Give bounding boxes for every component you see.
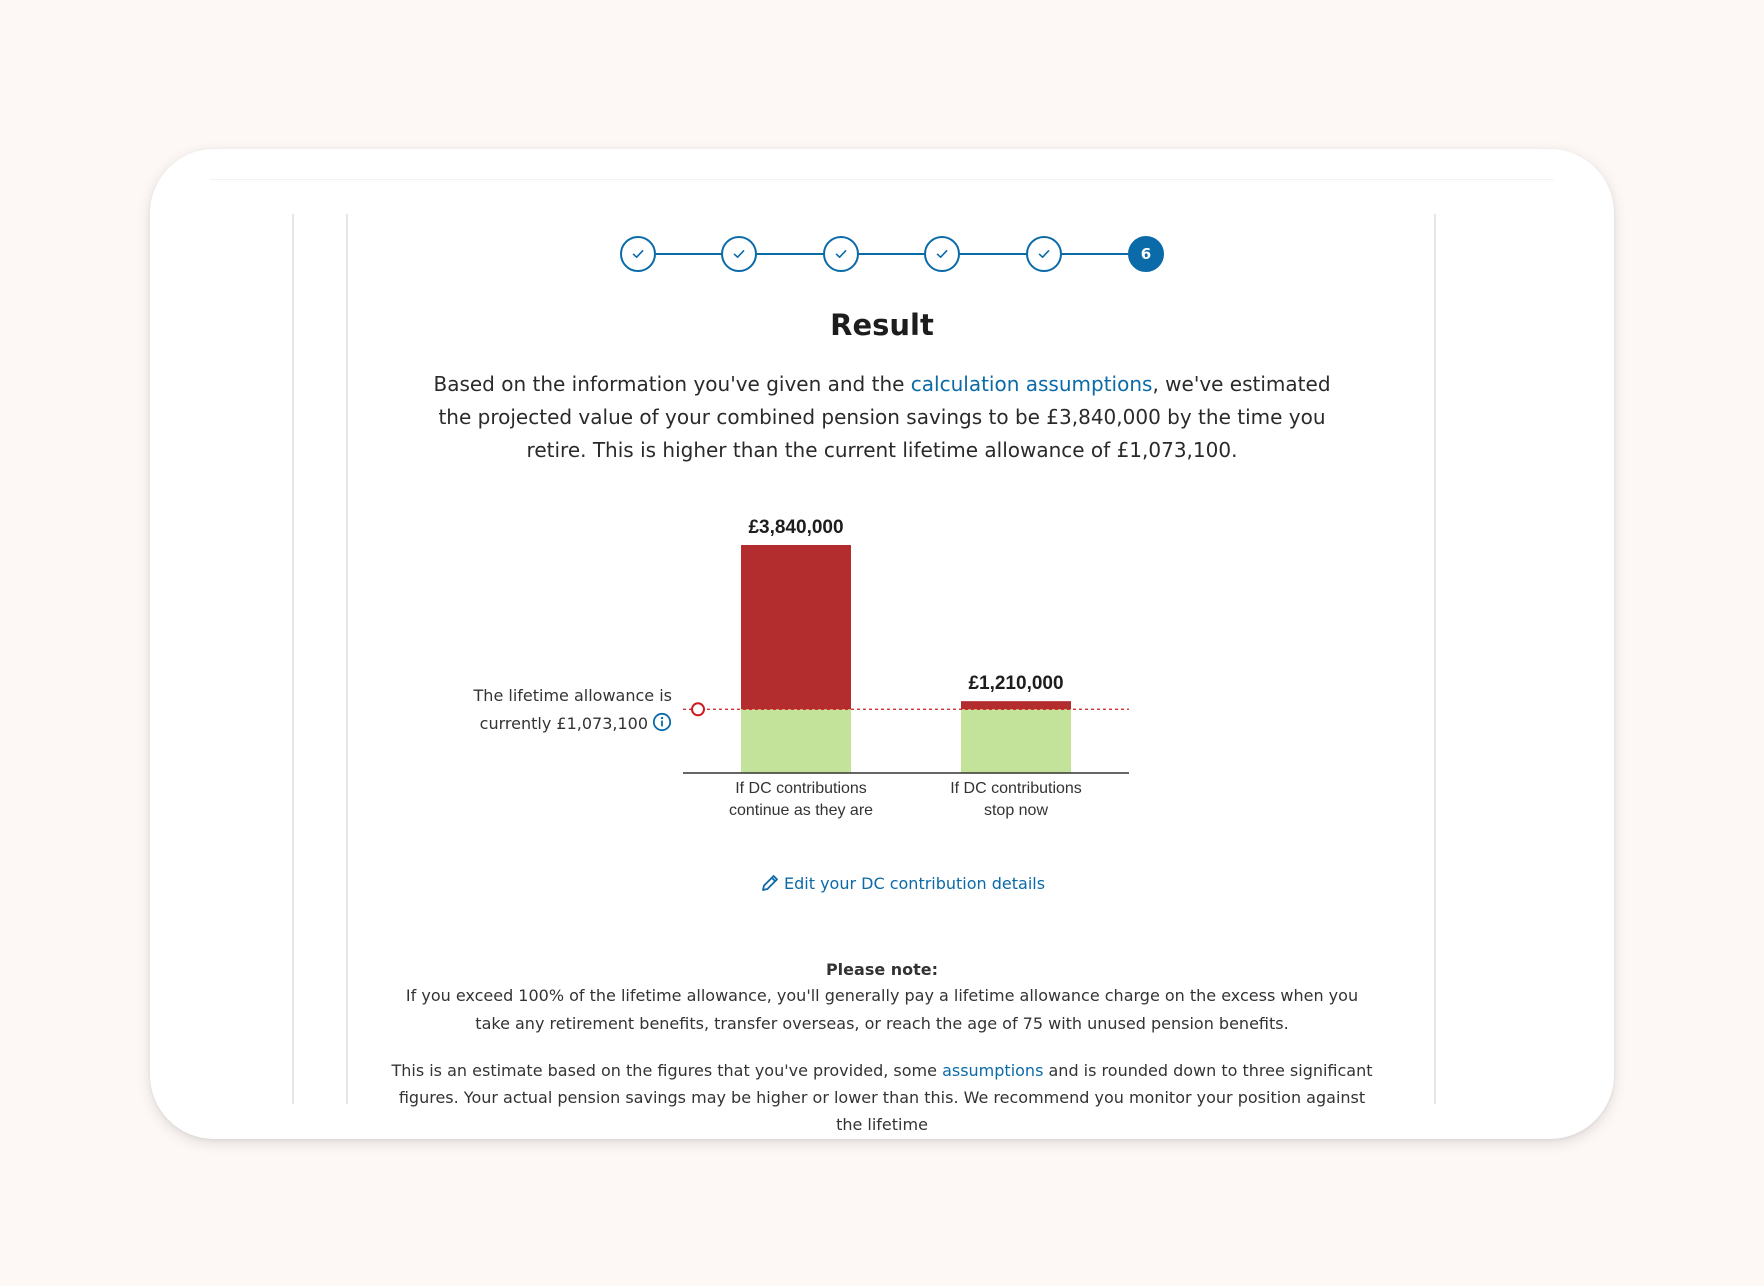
pencil-icon [760, 873, 780, 893]
note-paragraph-2 [390, 1057, 1374, 1138]
category-stop-line-1: If DC contributions [950, 780, 1082, 797]
step-6-current: 6 [1128, 236, 1164, 272]
edit-dc-contribution-label: Edit your DC contribution details [784, 873, 1046, 893]
bar-stop-above-allowance [961, 701, 1071, 709]
bar-stop-within-allowance [961, 709, 1071, 773]
note-paragraph-1: If you exceed 100% of the lifetime allowance, you'll generally pay a lifetime allowance charge on the excess when you take any retirement benefits, transfer overseas, or reach the age of 75 with unused pension benefits. [405, 986, 1359, 1033]
lifetime-allowance-label-line-2: currently £1,073,100 [479, 714, 648, 733]
note-title: Please note: [825, 960, 939, 979]
intro-text-start: Based on the information you've given and the [433, 372, 911, 396]
info-icon[interactable] [652, 712, 672, 732]
note-p2-start: This is an estimate based on the figures that you've provided, some [391, 1061, 943, 1080]
bar-continue-above-allowance [741, 545, 851, 709]
calculation-assumptions-link[interactable]: calculation assumptions [910, 372, 1153, 396]
intro-text-end: , we've estimated the projected value of your combined pension savings to be £3,840,000 by the time you retire. This is higher than the current lifetime allowance of £1,073,100. [438, 372, 1331, 462]
lifetime-allowance-label [440, 682, 672, 738]
edit-dc-contribution-link[interactable] [760, 873, 1045, 893]
page-title: Result [830, 308, 934, 342]
assumptions-link[interactable]: assumptions [942, 1061, 1044, 1080]
note-p2-end: and is rounded down to three significant figures. Your actual pension savings may be higher or lower than this. We recommend you monitor your position against the lifetime [398, 1061, 1373, 1134]
category-stop-line-2: stop now [983, 802, 1049, 819]
category-continue-line-2: continue as they are [728, 802, 874, 819]
lifetime-allowance-label-line-1: The lifetime allowance is [473, 686, 672, 705]
lifetime-allowance-marker [692, 703, 704, 715]
bar-continue-within-allowance [741, 709, 851, 773]
bar-stop-value-label: £1,210,000 [968, 673, 1064, 695]
category-continue-line-1: If DC contributions [735, 780, 867, 797]
bar-continue-value-label: £3,840,000 [748, 517, 844, 538]
